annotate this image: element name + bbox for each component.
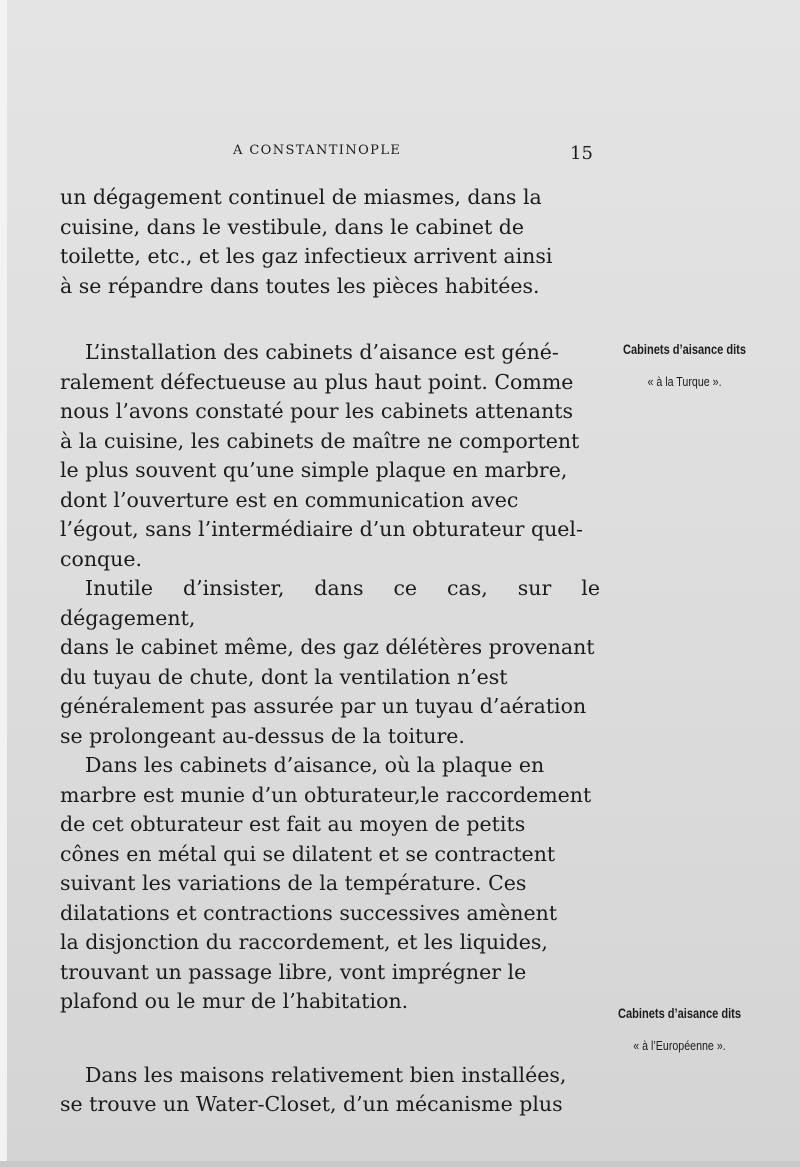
text-line: la disjonction du raccordement, et les liquides, bbox=[60, 930, 548, 954]
margin-note-line: Cabinets d’aisance dits bbox=[622, 342, 747, 357]
text-line: dans le cabinet même, des gaz délétères provenant bbox=[60, 635, 595, 659]
text-line: suivant les variations de la température. Ces bbox=[60, 871, 527, 895]
text-line: se trouve un Water-Closet, d’un mécanisme plus bbox=[60, 1092, 563, 1116]
text-line: cônes en métal qui se dilatent et se contractent bbox=[60, 841, 556, 866]
paragraph-5 bbox=[60, 1061, 600, 1120]
running-title: A CONSTANTINOPLE bbox=[233, 143, 402, 158]
text-line: plafond ou le mur de l’habitation. bbox=[60, 989, 409, 1013]
text-line: trouvant un passage libre, vont imprégner le bbox=[60, 959, 527, 984]
text-line: du tuyau de chute, dont la ventilation n’est bbox=[60, 664, 508, 689]
margin-note-line: Cabinets d’aisance dits bbox=[617, 1006, 742, 1021]
page-header bbox=[0, 141, 800, 171]
margin-note-turque bbox=[613, 340, 757, 392]
page-edge-bottom bbox=[0, 1161, 800, 1167]
text-line: Dans les cabinets d’aisance, où la plaque en bbox=[85, 753, 545, 777]
text-line: L’installation des cabinets d’aisance est géné- bbox=[85, 340, 559, 364]
text-line: toilette, etc., et les gaz infectieux arrivent ainsi bbox=[60, 244, 553, 268]
text-line: conque. bbox=[60, 546, 142, 571]
paragraph-2 bbox=[60, 338, 600, 574]
paragraph-3 bbox=[60, 574, 600, 751]
paragraph-4 bbox=[60, 751, 600, 1017]
text-line: nous l’avons constaté pour les cabinets attenants bbox=[60, 399, 574, 423]
page-number: 15 bbox=[570, 143, 593, 164]
body-text bbox=[60, 183, 600, 1120]
text-line: l’égout, sans l’intermédiaire d’un obturateur quel- bbox=[60, 517, 583, 541]
text-line: un dégagement continuel de miasmes, dans la bbox=[60, 185, 542, 209]
page-edge bbox=[0, 0, 7, 1167]
text-line: ralement défectueuse au plus haut point. Comme bbox=[60, 369, 574, 394]
margin-note-europeenne bbox=[608, 1004, 752, 1056]
text-line: Inutile d’insister, dans ce cas, sur le dégagement, bbox=[60, 576, 600, 630]
text-line: marbre est munie d’un obturateur,le raccordement bbox=[60, 782, 592, 807]
text-line: le plus souvent qu’une simple plaque en marbre, bbox=[60, 458, 568, 482]
paragraph-1 bbox=[60, 183, 600, 301]
text-line: dilatations et contractions successives amènent bbox=[60, 900, 558, 925]
text-line: généralement pas assurée par un tuyau d’aération bbox=[60, 694, 587, 718]
text-line: cuisine, dans le vestibule, dans le cabinet de bbox=[60, 214, 525, 239]
text-line: de cet obturateur est fait au moyen de petits bbox=[60, 812, 526, 836]
text-line: à la cuisine, les cabinets de maître ne comportent bbox=[60, 428, 580, 453]
margin-note-line: « à la Turque ». bbox=[647, 374, 722, 389]
text-line: dont l’ouverture est en communication avec bbox=[60, 487, 519, 512]
text-line: Dans les maisons relativement bien installées, bbox=[85, 1062, 567, 1087]
text-line: se prolongeant au-dessus de la toiture. bbox=[60, 723, 465, 748]
margin-note-line: « à l’Européenne ». bbox=[633, 1038, 726, 1053]
text-line: à se répandre dans toutes les pièces habitées. bbox=[60, 273, 540, 298]
